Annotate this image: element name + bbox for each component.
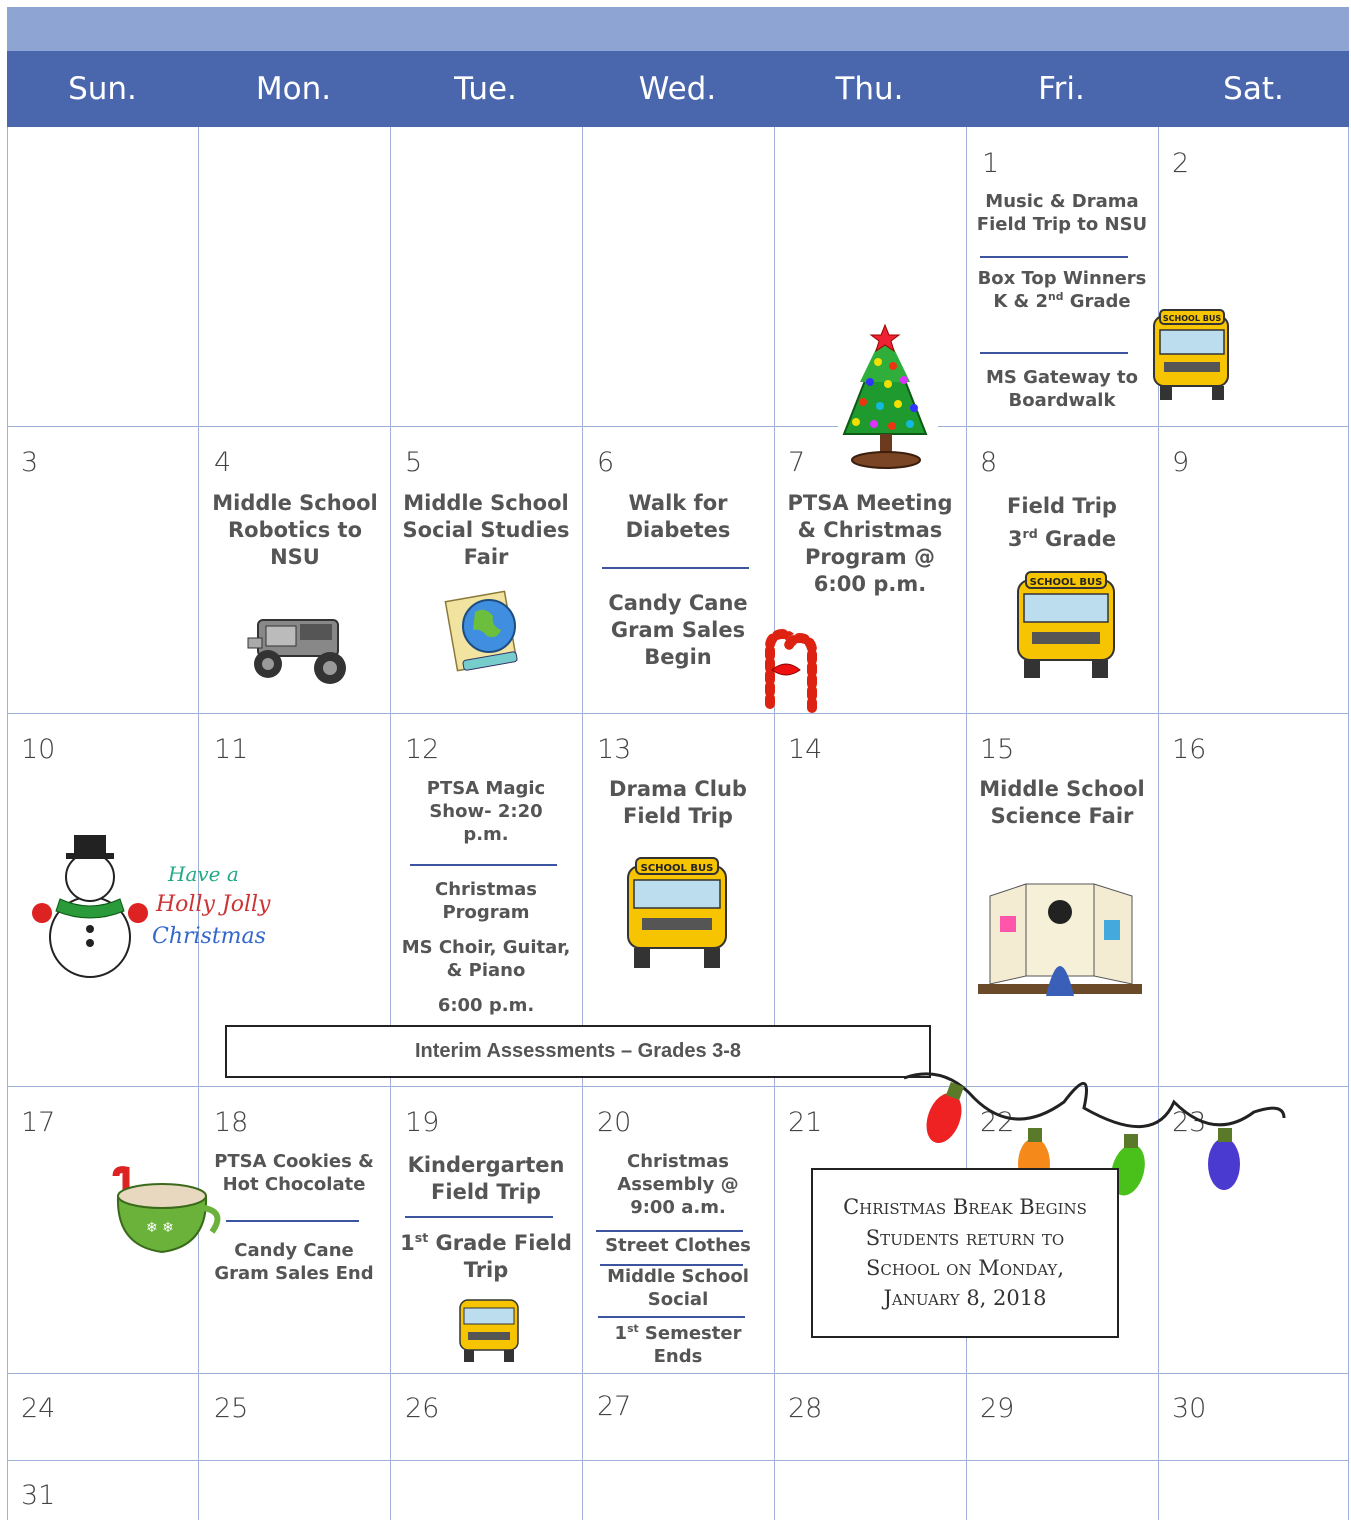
event-divider	[602, 567, 749, 569]
top-band	[7, 7, 1349, 51]
school-bus-icon	[456, 1292, 522, 1362]
date-17: 17	[21, 1107, 56, 1138]
event-science-fair: Middle School Science Fair	[979, 777, 1145, 828]
event-ms-gateway: MS Gateway to Boardwalk	[985, 367, 1139, 412]
event-divider	[226, 1220, 359, 1222]
event-divider	[596, 1230, 743, 1232]
event-divider	[405, 1216, 553, 1218]
event-ms-social: Middle School Social	[607, 1266, 749, 1311]
snowman-icon	[20, 833, 270, 975]
robot-icon	[238, 610, 360, 690]
day-thu: Thu.	[835, 71, 904, 107]
school-bus-icon	[1148, 306, 1236, 404]
svg-text:Christmas: Christmas	[152, 924, 266, 949]
event-divider	[598, 1316, 745, 1318]
date-9: 9	[1172, 447, 1190, 478]
day-mon: Mon.	[255, 71, 332, 107]
date-8: 8	[980, 447, 998, 478]
day-sun: Sun.	[68, 71, 137, 107]
christmas-break-notice	[811, 1168, 1119, 1338]
event-field-trip-3rd: Field Trip 3rd Grade	[1007, 494, 1117, 551]
hot-chocolate-icon	[106, 1168, 230, 1260]
date-23: 23	[1172, 1107, 1207, 1138]
break-line-3: School on Monday,	[865, 1256, 1065, 1280]
date-6: 6	[597, 447, 615, 478]
svg-text:Have a: Have a	[168, 862, 239, 886]
day-fri: Fri.	[1038, 71, 1085, 107]
svg-text:SCHOOL BUS: SCHOOL BUS	[1029, 577, 1103, 588]
date-28: 28	[788, 1393, 823, 1424]
date-20: 20	[597, 1107, 632, 1138]
svg-text:SCHOOL BUS: SCHOOL BUS	[640, 863, 714, 874]
date-15: 15	[980, 734, 1015, 765]
date-21: 21	[788, 1107, 823, 1138]
date-12: 12	[405, 734, 440, 765]
christmas-tree-icon	[818, 322, 953, 477]
candy-cane-icon	[748, 620, 824, 708]
date-16: 16	[1172, 734, 1207, 765]
date-7: 7	[788, 447, 806, 478]
break-line-4: January 8, 2018	[883, 1286, 1047, 1311]
school-bus-icon	[1010, 566, 1122, 680]
date-13: 13	[597, 734, 632, 765]
event-drama-club: Drama Club Field Trip	[609, 777, 747, 828]
event-divider	[410, 864, 557, 866]
day-sat: Sat.	[1223, 71, 1284, 107]
date-18: 18	[214, 1107, 249, 1138]
date-22: 22	[980, 1107, 1015, 1138]
event-candy-cane-end: Candy Cane Gram Sales End	[214, 1240, 374, 1285]
svg-text:Holly Jolly: Holly Jolly	[156, 892, 271, 917]
date-27: 27	[597, 1391, 632, 1422]
date-31: 31	[21, 1480, 56, 1511]
event-christmas-assembly: Christmas Assembly @ 9:00 a.m.	[617, 1151, 739, 1219]
date-11: 11	[214, 734, 249, 765]
event-candy-cane-begin: Candy Cane Gram Sales Begin	[608, 591, 748, 669]
date-4: 4	[214, 447, 232, 478]
date-24: 24	[21, 1393, 56, 1424]
science-fair-icon	[976, 876, 1144, 998]
date-2: 2	[1172, 148, 1190, 179]
day-wed: Wed.	[638, 71, 717, 107]
event-semester-ends: 1st Semester Ends	[614, 1322, 742, 1368]
date-26: 26	[405, 1393, 440, 1424]
event-ptsa-meeting: PTSA Meeting & Christmas Program @ 6:00 p.m.	[787, 491, 953, 596]
event-ms-choir: MS Choir, Guitar, & Piano	[401, 937, 571, 982]
event-box-top-winners: Box Top Winners K & 2nd Grade	[977, 268, 1147, 313]
event-program-time: 6:00 p.m.	[437, 995, 535, 1016]
svg-text:❄ ❄: ❄ ❄	[146, 1220, 174, 1236]
event-first-grade-trip: 1st Grade Field Trip	[400, 1230, 572, 1282]
event-divider	[980, 256, 1128, 258]
date-29: 29	[980, 1393, 1015, 1424]
break-line-1: Christmas Break Begins	[843, 1195, 1087, 1220]
globe-icon	[445, 586, 525, 680]
event-walk-for-diabetes: Walk for Diabetes	[625, 491, 731, 542]
event-robotics: Middle School Robotics to NSU	[212, 491, 378, 569]
event-divider	[980, 352, 1128, 354]
interim-assessments-banner: Interim Assessments – Grades 3-8	[225, 1025, 931, 1078]
event-kindergarten-trip: Kindergarten Field Trip	[407, 1153, 565, 1204]
date-5: 5	[405, 447, 423, 478]
date-30: 30	[1172, 1393, 1207, 1424]
date-1: 1	[982, 148, 1000, 179]
date-3: 3	[21, 447, 39, 478]
svg-text:SCHOOL BUS: SCHOOL BUS	[1162, 314, 1222, 323]
event-music-drama-field-trip: Music & Drama Field Trip to NSU	[976, 191, 1148, 236]
date-19: 19	[405, 1107, 440, 1138]
school-bus-icon	[620, 852, 734, 972]
event-social-studies-fair: Middle School Social Studies Fair	[402, 491, 570, 569]
event-magic-show: PTSA Magic Show- 2:20 p.m.	[426, 778, 546, 846]
event-cookies-hot-chocolate: PTSA Cookies & Hot Chocolate	[214, 1151, 374, 1196]
day-tue: Tue.	[454, 71, 517, 107]
break-line-2: Students return to	[865, 1225, 1065, 1250]
date-10: 10	[21, 734, 56, 765]
date-14: 14	[788, 734, 823, 765]
event-christmas-program: Christmas Program	[434, 879, 537, 924]
event-street-clothes: Street Clothes	[605, 1235, 751, 1256]
date-25: 25	[214, 1393, 249, 1424]
